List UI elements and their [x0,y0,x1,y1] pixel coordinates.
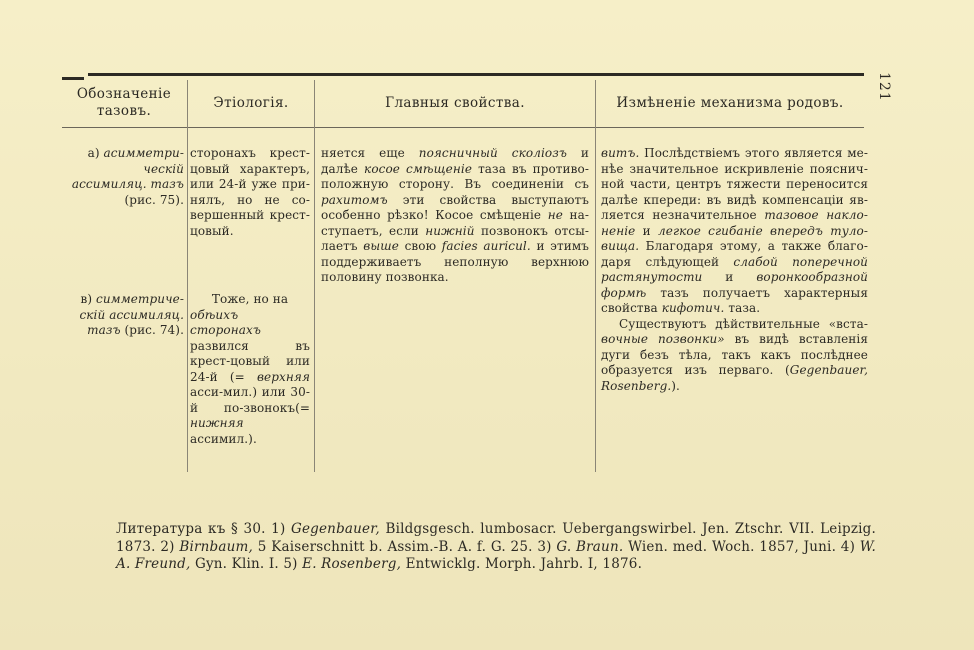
row-a-etiology: сторонахъ крест-цовый характеръ, или 24-й уже при-нялъ, но не со-вершенный крест-цовый. [190,146,310,238]
literature-references: Литература къ § 30. 1) Gegenbauer, Bildgsgesch. lumbosacr. Uebergangswirbel. Jen. Ztschr. VII. Leipzig. 1873. 2) Birnbaum, 5 Kaiserschnitt b. Assim.-B. A. f. G. 25. 3) G. Braun. Wien. med. Woch. 1857, Juni. 4) W. A. Freund, Gyn. Klin. I. 5) E. Rosenberg, Entwicklg. Morph. Jahrb. I, 1876. [116,521,876,572]
header-bottom-rule [62,127,864,128]
header-etiology: Этіологія. [213,94,289,111]
mechanism-paragraph-1: витъ. Послѣдствіемъ этого является ме-нѣе значительное искривленіе пояснич-ной части, центръ тяжести переносится далѣе кпереди: въ видѣ компенсаціи яв-ляется незначительное тазовое накло-неніе и легкое сгибаніе впередъ туло-вища. Благодаря этому, а также благо-даря слѣдующей слабой поперечной растянутости и воронкообразной формѣ тазъ получаетъ характерныя свойства кифотич. таза. [601,146,869,315]
page-number: 121 [876,72,892,102]
header-mechanism: Измѣненіе механизма родовъ. [616,94,844,111]
header-designation: Обозначеніе тазовъ. [76,86,172,119]
properties-text: няется еще поясничный сколіозъ и далѣе косое смѣщеніе таза въ противо-положную сторону. Въ соединеніи съ рахитомъ эти свойства выступаютъ особенно рѣзко! Косое смѣщеніе не на-ступаетъ, если нижній позвонокъ отсы-лаетъ выше свою facies auricul. и этимъ поддерживаетъ неполную верхнюю половину позвонка. [321,146,590,284]
row-b-designation: в) симметриче-скій ассимиляц. тазъ (рис. 74). [79,292,184,337]
mechanism-text [601,146,868,394]
header-properties: Главныя свойства. [385,94,525,111]
mechanism-paragraph-2: Существуютъ дѣйствительные «вста- вочные позвонки» въ видѣ вставленія дуги безъ тѣла, такъ какъ послѣднее образуется изъ перваго. (Gegenbauer, Rosenberg.). [601,316,868,393]
column-divider-3 [595,80,596,472]
row-a-designation: а) асимметри-ческій ассимиляц. тазъ (рис. 75). [71,146,184,207]
header-top-rule [88,73,864,76]
column-divider-2 [314,80,315,472]
header-rule-stub [62,77,84,80]
column-divider-1 [187,80,188,472]
row-b-etiology: Тоже, но на обѣихъ сторонахъ развился въ крест-цовый или 24-й (= верхняя асси-мил.) или 30-й по-звонокъ(= нижняя ассимил.). [190,292,310,446]
